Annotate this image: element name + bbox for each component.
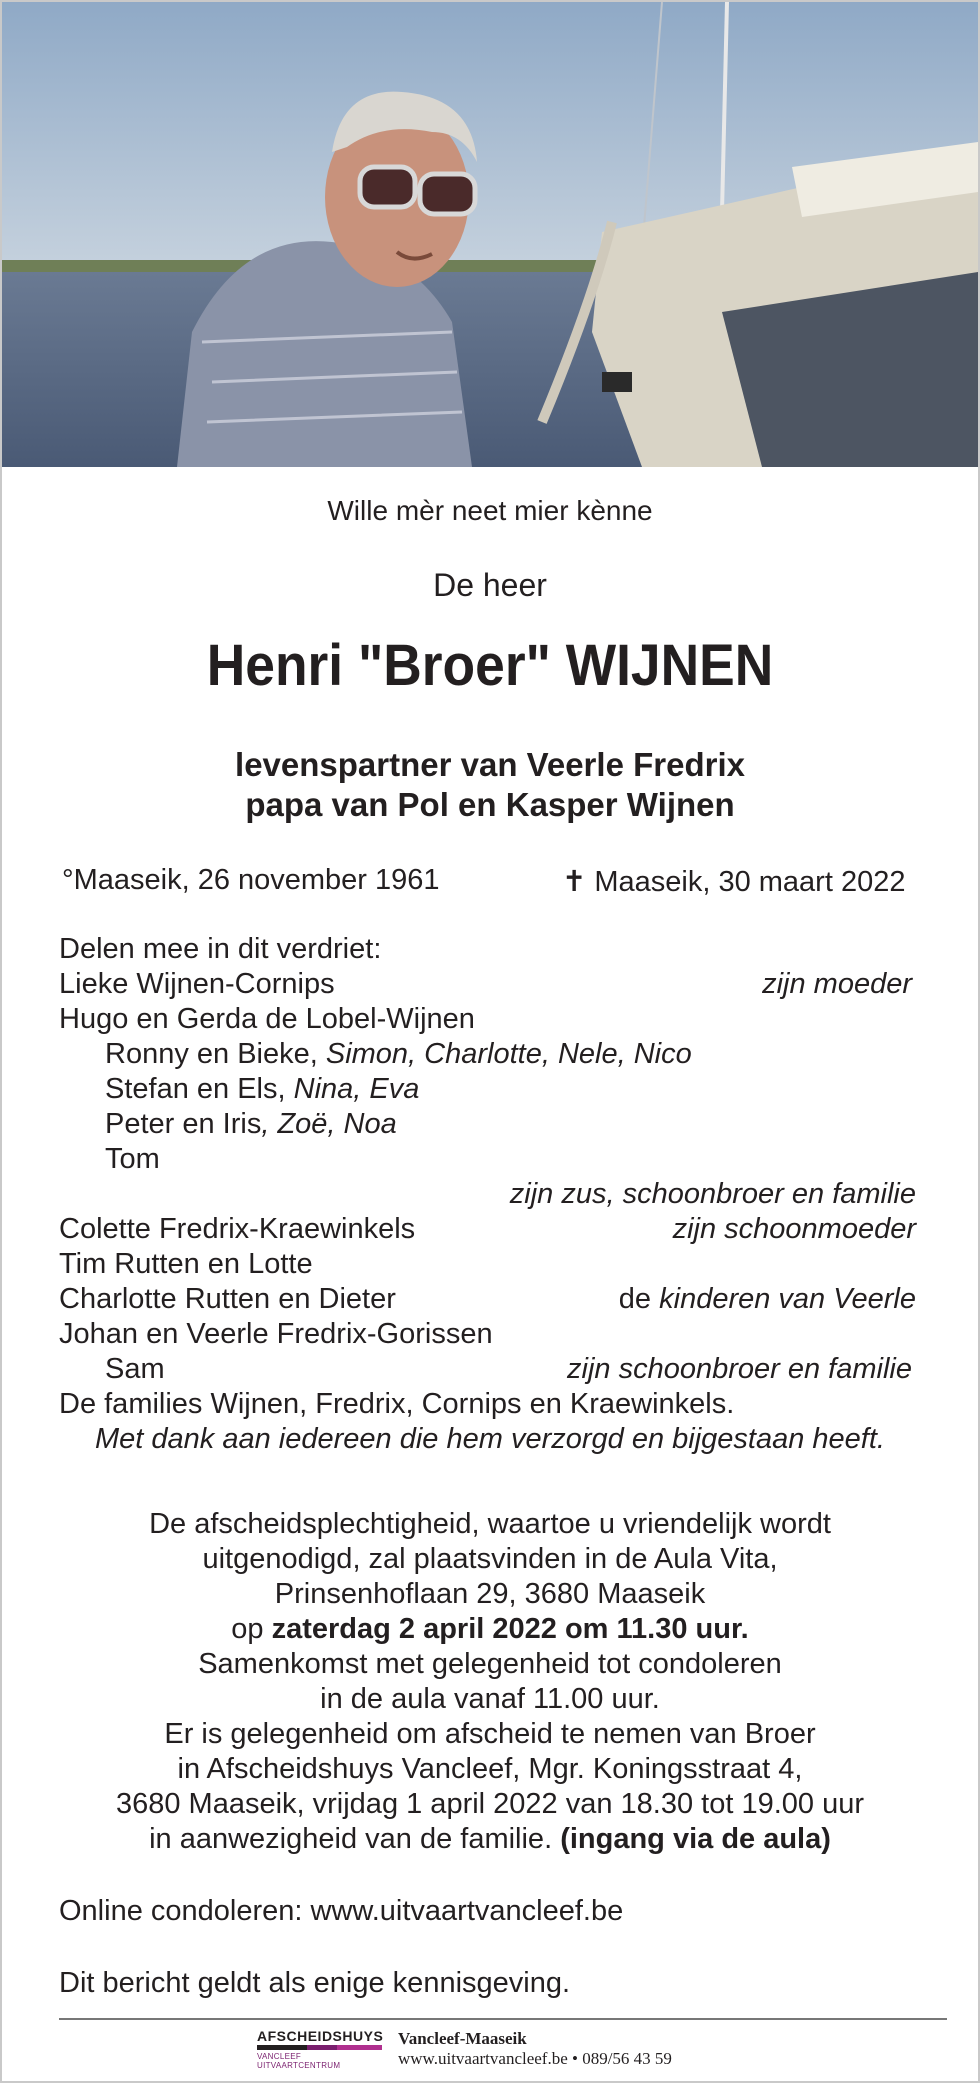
list-item	[2, 1317, 978, 1352]
list-item	[2, 1247, 978, 1282]
family-member: Colette Fredrix-Kraewinkels	[59, 1213, 416, 1245]
death-date: ✝ Maaseik, 30 maart 2022	[562, 866, 906, 898]
family-member: Lieke Wijnen-Cornips	[59, 968, 335, 1000]
ceremony-line: Er is gelegenheid om afscheid te nemen van Broer	[164, 1718, 816, 1750]
family-list	[2, 932, 978, 1457]
list-item	[2, 932, 978, 967]
logo-title: AFSCHEIDSHUYS	[257, 2028, 384, 2044]
family-relation: zijn schoonbroer en familie	[567, 1353, 912, 1385]
ceremony-line: Samenkomst met gelegenheid tot condoleren	[198, 1648, 782, 1680]
title-prefix: De heer	[433, 567, 547, 603]
relation-children: papa van Pol en Kasper Wijnen	[245, 786, 735, 823]
list-item	[2, 1212, 978, 1247]
footer-divider	[59, 2018, 947, 2020]
list-item	[2, 1142, 978, 1177]
family-relation: zijn zus, schoonbroer en familie	[509, 1178, 916, 1210]
list-item	[2, 1282, 978, 1317]
deceased-name: Henri "Broer" WIJNEN	[206, 633, 774, 698]
family-member: Charlotte Rutten en Dieter	[59, 1283, 396, 1315]
family-member: Johan en Veerle Fredrix-Gorissen	[59, 1318, 493, 1350]
family-relation: de kinderen van Veerle	[618, 1283, 916, 1315]
list-item	[2, 967, 978, 1002]
ceremony-line: 3680 Maaseik, vrijdag 1 april 2022 van 18.30 tot 19.00 uur	[115, 1788, 865, 1820]
family-relation: zijn schoonmoeder	[672, 1213, 916, 1245]
thanks-line: Met dank aan iedereen die hem verzorgd en bijgestaan heeft.	[95, 1423, 885, 1455]
company-contact: www.uitvaartvancleef.be • 089/56 43 59	[398, 2049, 672, 2068]
list-item	[2, 1177, 978, 1212]
family-member: Stefan en Els, Nina, Eva	[105, 1073, 420, 1105]
epitaph: Wille mèr neet mier kènne	[327, 495, 653, 526]
boat-lake-photo	[2, 2, 978, 467]
list-item	[2, 1072, 978, 1107]
family-intro: Delen mee in dit verdriet:	[59, 933, 382, 965]
ceremony-line: in de aula vanaf 11.00 uur.	[320, 1683, 660, 1715]
funeral-home-logo	[257, 2028, 382, 2070]
footer	[2, 2026, 978, 2076]
relation-partner: levenspartner van Veerle Fredrix	[235, 746, 745, 783]
footer-contact	[398, 2029, 672, 2069]
notice-line: Dit bericht geldt als enige kennisgeving.	[59, 1967, 571, 1999]
ceremony-line: in aanwezigheid van de familie. (ingang via de aula)	[149, 1823, 831, 1855]
ceremony-line: Prinsenhoflaan 29, 3680 Maaseik	[274, 1578, 706, 1610]
family-member: Tim Rutten en Lotte	[59, 1248, 313, 1280]
list-item	[2, 1387, 978, 1422]
ceremony-line: op zaterdag 2 april 2022 om 11.30 uur.	[231, 1613, 749, 1645]
logo-color-bar	[257, 2045, 382, 2050]
family-member: Ronny en Bieke, Simon, Charlotte, Nele, Nico	[105, 1038, 692, 1070]
online-condolence: Online condoleren: www.uitvaartvancleef.be	[59, 1895, 624, 1927]
family-member: De families Wijnen, Fredrix, Cornips en Kraewinkels.	[59, 1388, 735, 1420]
portrait-photo	[2, 2, 978, 467]
family-member: Sam	[105, 1353, 165, 1385]
family-member: Peter en Iris, Zoë, Noa	[105, 1108, 397, 1140]
family-relation: zijn moeder	[762, 968, 912, 1000]
list-item	[2, 1037, 978, 1072]
ceremony-line: De afscheidsplechtigheid, waartoe u vriendelijk wordt	[149, 1508, 831, 1540]
birth-date: °Maaseik, 26 november 1961	[62, 864, 440, 896]
list-item	[2, 1002, 978, 1037]
company-name: Vancleef-Maaseik	[398, 2029, 527, 2048]
family-member: Tom	[105, 1143, 160, 1175]
ceremony-details	[2, 1507, 978, 1857]
list-item	[2, 1352, 978, 1387]
ceremony-line: uitgenodigd, zal plaatsvinden in de Aula Vita,	[202, 1543, 778, 1575]
list-item	[2, 1107, 978, 1142]
family-member: Hugo en Gerda de Lobel-Wijnen	[59, 1003, 475, 1035]
logo-subtitle: VANCLEEF UITVAARTCENTRUM	[257, 2052, 341, 2070]
ceremony-line: in Afscheidshuys Vancleef, Mgr. Koningsstraat 4,	[177, 1753, 803, 1785]
